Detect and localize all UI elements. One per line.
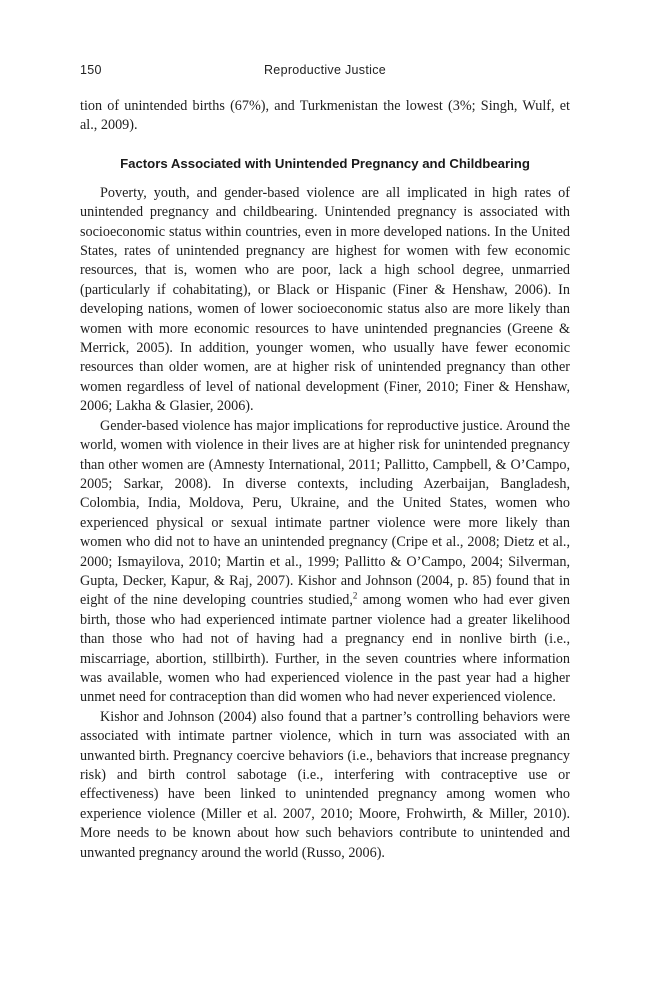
running-head: [80, 60, 570, 82]
body-text: [80, 97, 570, 863]
paragraph-gender-based-violence: [80, 417, 570, 708]
book-page: [80, 60, 570, 863]
section-heading: Factors Associated with Unintended Pregnancy and Childbearing: [120, 155, 530, 171]
paragraph-controlling-behaviors: Kishor and Johnson (2004) also found that a partner’s controlling behaviors were associated with intimate partner violence, which in turn was associated with an unwanted birth. Pregnancy coercive behaviors (i.e., behaviors that increase pregnancy risk) and birth control sabotage (i.e., interfering with contraceptive use or effectiveness) have been linked to unintended pregnancy among women who experience violence (Miller et al. 2007, 2010; Moore, Frohwirth, & Miller, 2010). More needs to be known about how such behaviors contribute to unintended and unwanted pregnancy around the world (Russo, 2006).: [80, 708, 570, 861]
page-number: 150: [80, 63, 102, 77]
paragraph-text-before-note: Gender-based violence has major implications for reproductive justice. Around the world, women with violence in their lives are at higher risk for unintended pregnancy than other women are (Amnesty International, 2011; Pallitto, Campbell, & O’Campo, 2005; Sarkar, 2008). In diverse contexts, including Azerbaijan, Bangladesh, Colombia, India, Moldova, Peru, Ukraine, and the United States, women who experienced physical or sexual intimate partner violence were more likely than women who did not to have an unintended pregnancy (Cripe et al., 2008; Dietz et al., 2000; Ismayilova, 2010; Martin et al., 1999; Pallitto & O’Campo, 2004; Silverman, Gupta, Decker, Kapur, & Raj, 2007). Kishor and Johnson (2004, p. 85) found that in eight of the nine developing countries studied,: [80, 417, 570, 609]
paragraph-text-after-note: among women who had ever given birth, those who had experienced intimate partner violence had a greater likelihood than those who had not of having had a pregnancy end in nonlive birth (i.e., miscarriage, abortion, stillbirth). Further, in the seven countries where information was available, women who had experienced violence in the past year had a higher unmet need for contraception than did women who had never experienced violence.: [80, 592, 570, 706]
footnote-marker: 2: [352, 590, 358, 601]
paragraph-poverty-youth: Poverty, youth, and gender-based violence are all implicated in high rates of unintended pregnancy and childbearing. Unintended pregnancy is associated with socioeconomic status within countries, even in more developed nations. In the United States, rates of unintended pregnancy are highest for women with few economic resources, that is, women who are poor, lack a high school degree, unmarried (particularly if cohabitating), or Black or Hispanic (Finer & Henshaw, 2006). In developing nations, women of lower socioeconomic status also are more likely than women with more economic resources to have unintended pregnancies (Greene & Merrick, 2005). In addition, younger women, who usually have fewer economic resources than older women, are at higher risk of unintended pregnancy than other women regardless of level of national development (Finer, 2010; Finer & Henshaw, 2006; Lakha & Glasier, 2006).: [80, 184, 570, 415]
running-title: Reproductive Justice: [263, 63, 387, 77]
continuation-paragraph: tion of unintended births (67%), and Turkmenistan the lowest (3%; Singh, Wulf, et al., 2009).: [80, 98, 570, 134]
